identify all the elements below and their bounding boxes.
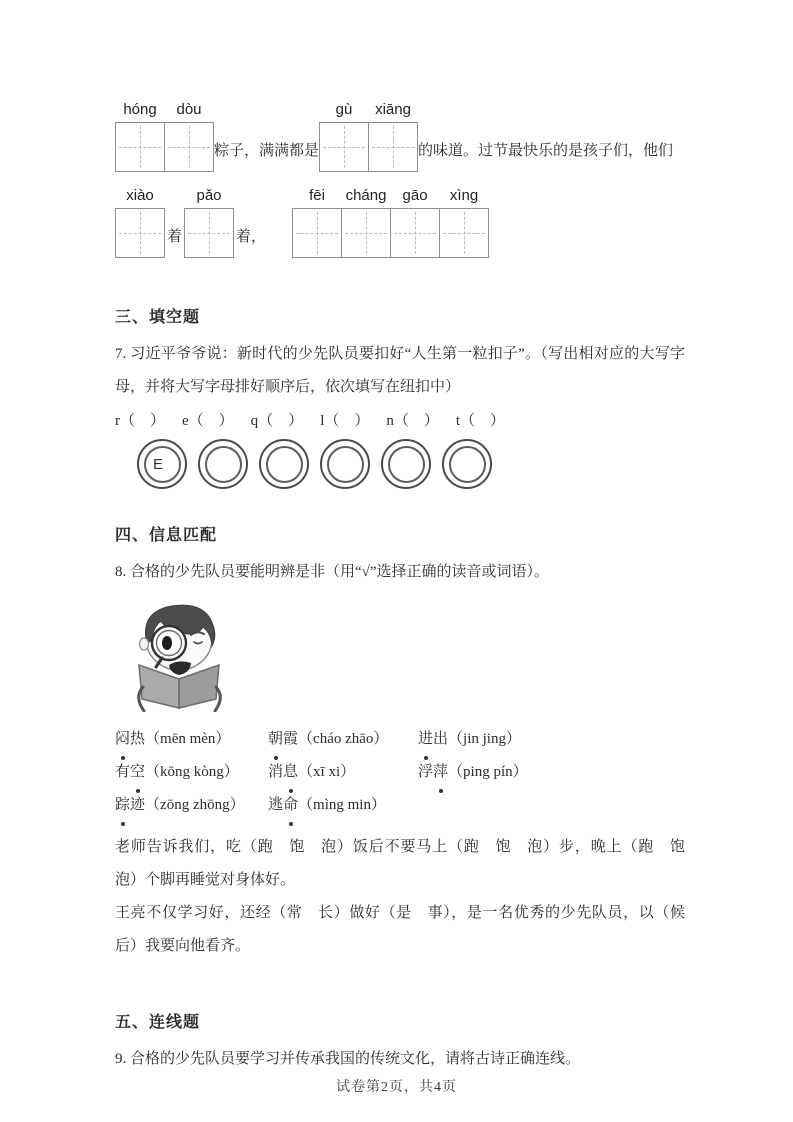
writing-cell-unit [184, 186, 234, 258]
pinyin-label: dòu [176, 101, 202, 118]
dotted-char: 萍 [433, 756, 448, 789]
word-part: 迹 [130, 797, 146, 813]
letter-blank[interactable]: r（ ） [115, 413, 165, 429]
letter-blank[interactable]: e（ ） [182, 413, 234, 429]
pinyin-label: cháng [345, 187, 387, 204]
pinyin-box-group-pao [184, 186, 234, 258]
writing-cell-unit [390, 186, 440, 258]
pinyin-options: （xī xi） [298, 764, 356, 780]
section-heading-line-matching: 五、连线题 [115, 1014, 201, 1031]
q8-choices-grid [115, 723, 685, 822]
writing-row-2 [115, 186, 685, 258]
button-blank-6[interactable] [442, 439, 492, 489]
q7-buttons-row [137, 439, 685, 489]
pinyin-options: （mìng min） [298, 797, 386, 813]
writing-cell-unit [368, 100, 418, 172]
button-blank-2[interactable] [198, 439, 248, 489]
q7-lowercase-letters-row [115, 409, 685, 430]
writing-box[interactable] [115, 122, 165, 172]
button-blank-1[interactable] [137, 439, 187, 489]
letter-blank[interactable]: q（ ） [250, 413, 304, 429]
writing-box[interactable] [292, 208, 342, 258]
q8-sentence-2: 王亮不仅学习好，还经（常 长）做好（是 事），是一名优秀的少先队员，以（候 后）我要向他看齐。 [115, 905, 701, 954]
button-inner-ring [388, 446, 425, 483]
choice-item[interactable] [115, 789, 268, 822]
writing-box[interactable] [439, 208, 489, 258]
dotted-char: 闷 [115, 723, 130, 756]
letter-blank[interactable]: n（ ） [386, 413, 439, 429]
dotted-char: 空 [130, 756, 145, 789]
writing-cell-unit [439, 186, 489, 258]
dotted-char: 息 [283, 756, 298, 789]
writing-box[interactable] [319, 122, 369, 172]
choice-item[interactable] [115, 756, 268, 789]
pinyin-options: （kōng kòng） [145, 764, 239, 780]
writing-cell-unit [115, 100, 165, 172]
writing-box[interactable] [341, 208, 391, 258]
writing-box[interactable] [184, 208, 234, 258]
pinyin-options: （mēn mèn） [145, 731, 231, 747]
pinyin-options: （cháo zhāo） [298, 731, 389, 747]
choice-item[interactable] [268, 723, 418, 756]
button-inner-ring [144, 446, 181, 483]
question-9-text: 9. 合格的少先队员要学习并传承我国的传统文化，请将古诗正确连线。 [115, 1051, 581, 1067]
section-heading-info-matching: 四、信息匹配 [115, 527, 218, 544]
button-inner-ring [327, 446, 364, 483]
boy-reading-with-magnifier-icon [117, 599, 685, 717]
pinyin-options: （zōng zhōng） [145, 797, 245, 813]
question-8-text: 8. 合格的少先队员要能明辨是非（用“√”选择正确的读音或词语）。 [115, 564, 550, 580]
button-letter: E [152, 455, 163, 473]
choice-item[interactable] [268, 756, 418, 789]
word-part: 消 [268, 764, 284, 780]
dotted-char: 进 [418, 723, 433, 756]
writing-cell-unit [341, 186, 391, 258]
pinyin-label: gāo [402, 187, 428, 204]
dotted-char: 朝 [268, 723, 283, 756]
word-part: 浮 [418, 764, 434, 780]
button-inner-ring [449, 446, 486, 483]
choice-item[interactable] [418, 723, 685, 756]
writing-row-1 [115, 100, 685, 172]
writing-box[interactable] [115, 208, 165, 258]
word-part: 有 [115, 764, 131, 780]
pinyin-label: xiāng [375, 101, 411, 118]
choice-item[interactable] [418, 756, 685, 789]
letter-blank[interactable]: l（ ） [320, 413, 370, 429]
pinyin-label: hóng [123, 101, 157, 118]
button-blank-5[interactable] [381, 439, 431, 489]
pinyin-box-group-hong-dou [115, 100, 214, 172]
writing-box[interactable] [164, 122, 214, 172]
section-heading-fill-in-blanks: 三、填空题 [115, 309, 201, 326]
word-part: 热 [130, 731, 146, 747]
question-7-text: 7. 习近平爷爷说：新时代的少先队员要扣好“人生第一粒扣子”。（写出相对应的大写字母，并将大写字母排好顺序后，依次填写在纽扣中） [115, 346, 685, 395]
q8-sentence-1: 老师告诉我们，吃（跑 饱 泡）饭后不要马上（跑 饱 泡）步，晚上（跑 饱 泡）个脚再睡觉对身体好。 [115, 839, 701, 888]
page-footer: 试卷第2页，共4页 [336, 1080, 457, 1095]
letter-blank[interactable]: t（ ） [455, 413, 506, 429]
writing-box[interactable] [390, 208, 440, 258]
pinyin-label: xiào [126, 187, 154, 204]
pinyin-options: （ping pín） [448, 764, 528, 780]
sentence-fragment: 着， [236, 229, 267, 245]
choice-item[interactable] [268, 789, 418, 822]
writing-cell-unit [319, 100, 369, 172]
button-blank-4[interactable] [320, 439, 370, 489]
button-inner-ring [266, 446, 303, 483]
pinyin-options: （jin jing） [448, 731, 521, 747]
dotted-char: 命 [283, 789, 298, 822]
pinyin-box-group-xiao [115, 186, 165, 258]
pinyin-label: gù [335, 101, 353, 118]
pinyin-label: fēi [309, 187, 325, 204]
word-part: 霞 [283, 731, 299, 747]
sentence-fragment: 的味道。过节最快乐的是孩子们，他们 [418, 143, 674, 159]
writing-cell-unit [115, 186, 165, 258]
pinyin-label: pǎo [196, 187, 222, 204]
pinyin-box-group-fei-chang-gao-xing [292, 186, 489, 258]
sentence-fragment: 着 [167, 229, 183, 245]
word-part: 出 [433, 731, 449, 747]
word-part: 逃 [268, 797, 284, 813]
pinyin-box-group-gu-xiang [319, 100, 418, 172]
choice-item[interactable] [115, 723, 268, 756]
writing-cell-unit [164, 100, 214, 172]
writing-cell-unit [292, 186, 342, 258]
button-inner-ring [205, 446, 242, 483]
sentence-fragment: 粽子，满满都是 [214, 143, 320, 159]
button-blank-3[interactable] [259, 439, 309, 489]
dotted-char: 踪 [115, 789, 130, 822]
writing-box[interactable] [368, 122, 418, 172]
page-content [0, 100, 793, 1076]
pinyin-label: xìng [449, 187, 479, 204]
